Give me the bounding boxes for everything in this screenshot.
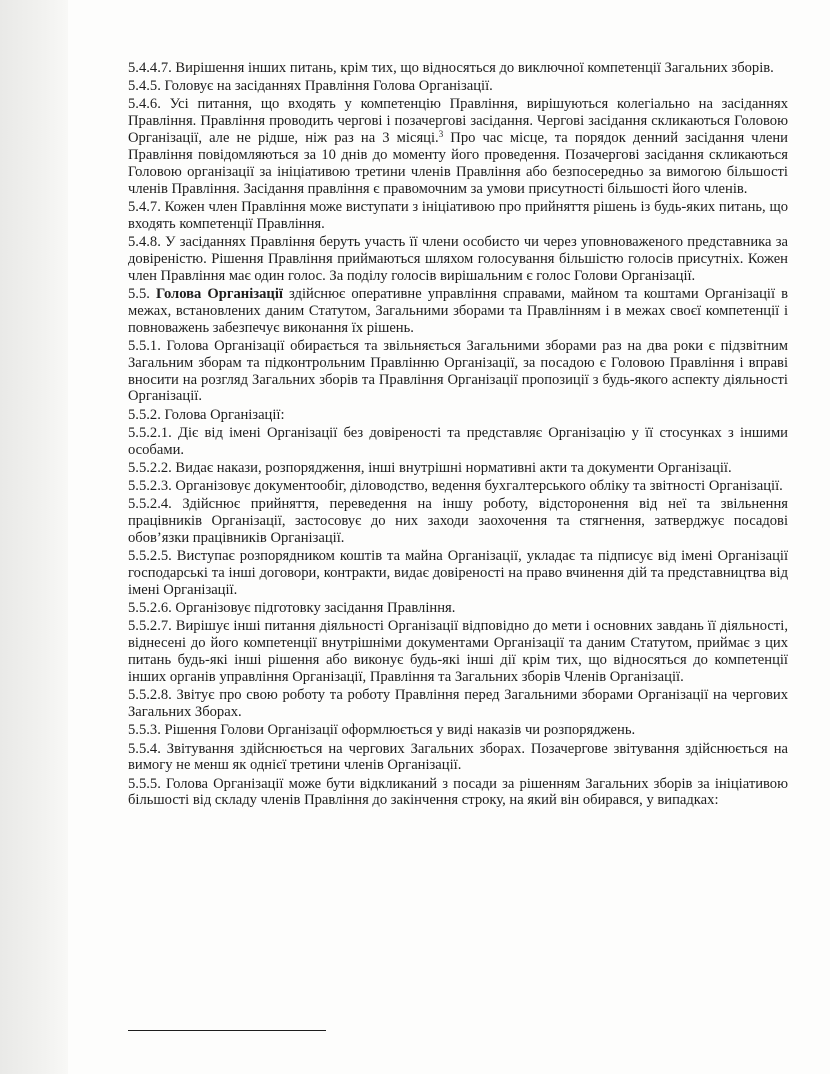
paragraph-5-5-2-7: 5.5.2.7. Вирішує інші питання діяльності Організації відповідно до мети і основних завдань її діяльності, віднесені до його компетенції внутрішніми документами Організації та даним Статутом, приймає з цих питань будь-які інші рішення або виконує будь-які інші дії крім тих, що відносяться до компетенції інших органів управління Організації, Правління та Загальних зборів Членів Організації. [128, 618, 788, 685]
paragraph-5-5-1: 5.5.1. Голова Організації обирається та звільняється Загальними зборами раз на два роки є підзвітним Загальним зборам та підконтрольним Правлінню Організації, за посадою є Головою Правління і вправі вносити на розгляд Загальних зборів та Правління Організації пропозиції з будь-якого аспекту діяльності Організації. [128, 337, 788, 405]
paragraph-5-5-5: 5.5.5. Голова Організації може бути відкликаний з посади за рішенням Загальних зборів за ініціативою більшості від складу членів Правління до закінчення строку, на який він обирався, у випадках: [128, 775, 788, 809]
paragraph-5-4-6 [128, 96, 788, 197]
paragraph-5-5-2-2: 5.5.2.2. Видає накази, розпорядження, інші внутрішні нормативні акти та документи Організації. [128, 459, 732, 476]
paragraph-5-5-2-3: 5.5.2.3. Організовує документообіг, діловодство, ведення бухгалтерського обліку та звітності Організації. [128, 478, 783, 495]
scan-shadow-edge [0, 0, 68, 1074]
paragraph-5-5-2-8: 5.5.2.8. Звітує про свою роботу та роботу Правління перед Загальними зборами Організації на чергових Загальних Зборах. [128, 687, 788, 721]
paragraph-5-4-7: 5.4.7. Кожен член Правління може виступати з ініціативою про прийняття рішень із будь-яких питань, що входять компетенції Правління. [128, 198, 788, 232]
section-heading-chairman: Голова Організації [155, 285, 283, 302]
paragraph-5-5-number: 5.5. [128, 285, 150, 302]
paragraph-5-5-4: 5.5.4. Звітування здійснюється на чергових Загальних зборах. Позачергове звітування здійснюється на вимогу не менш як однієї третини членів Організації. [128, 740, 788, 774]
paragraph-5-5-2-5: 5.5.2.5. Виступає розпорядником коштів та майна Організації, укладає та підписує від імені Організації господарські та інші договори, контракти, видає довіреності на право вчинення дій та представництва від імені Організації. [128, 548, 788, 598]
paragraph-5-5 [128, 286, 788, 337]
footnote-separator-line [128, 1030, 326, 1031]
footnote-mark: 3 [438, 129, 444, 140]
paragraph-5-5-2-1: 5.5.2.1. Діє від імені Організації без довіреності та представляє Організацію у її стосунках з іншими особами. [128, 424, 788, 458]
paragraph-5-5-2-4: 5.5.2.4. Здійснює прийняття, переведення на іншу роботу, відсторонення від неї та звільнення працівників Організації, застосовує до них заходи заохочення та стягнення, затверджує посадові обов’язки працівників Організації. [128, 496, 788, 547]
paragraph-5-4-6-part2: Про час місце, та порядок денний засідання члени Правління повідомляються за 10 днів до моменту його проведення. Позачергові засідання скликаються Головою організації за ініціативою третини членів Правління або безпосередньо за вимогою більшості членів Правління. Засідання правління є правомочним за умови присутності більшості його членів. [128, 130, 788, 197]
paragraph-5-4-5: 5.4.5. Головує на засіданнях Правління Голова Організації. [128, 78, 493, 95]
document-body [128, 60, 788, 811]
paragraph-5-5-text: здійснює оперативне управління справами, майном та коштами Організації в межах, встановлених даним Статутом, Загальними зборами та Правлінням і в межах своєї компетенції і повноважень забезпечує виконання їх рішень. [128, 285, 788, 336]
paragraph-5-5-3: 5.5.3. Рішення Голови Організації оформлюється у виді наказів чи розпоряджень. [128, 722, 636, 739]
paragraph-5-4-4-7: 5.4.4.7. Вирішення інших питань, крім тих, що відносяться до виключної компетенції Загальних зборів. [128, 60, 774, 76]
paragraph-5-4-6-part1: 5.4.6. Усі питання, що входять у компетенцію Правління, вирішуються колегіально на засіданнях Правління. Правління проводить чергові і позачергові засідання. Чергові засідання скликаються Головою Організації, але не рідше, ніж раз на 3 місяці. [128, 96, 788, 147]
paragraph-5-5-2-6: 5.5.2.6. Організовує підготовку засідання Правління. [128, 600, 456, 617]
paragraph-5-4-8: 5.4.8. У засіданнях Правління беруть участь її члени особисто чи через уповноваженого представника за довіреністю. Рішення Правління приймаються шляхом голосування більшістю голосів присутніх. Кожен член Правління має один голос. За поділу голосів вирішальним є голос Голови Організації. [128, 234, 788, 284]
paragraph-5-5-2: 5.5.2. Голова Організації: [128, 406, 285, 423]
